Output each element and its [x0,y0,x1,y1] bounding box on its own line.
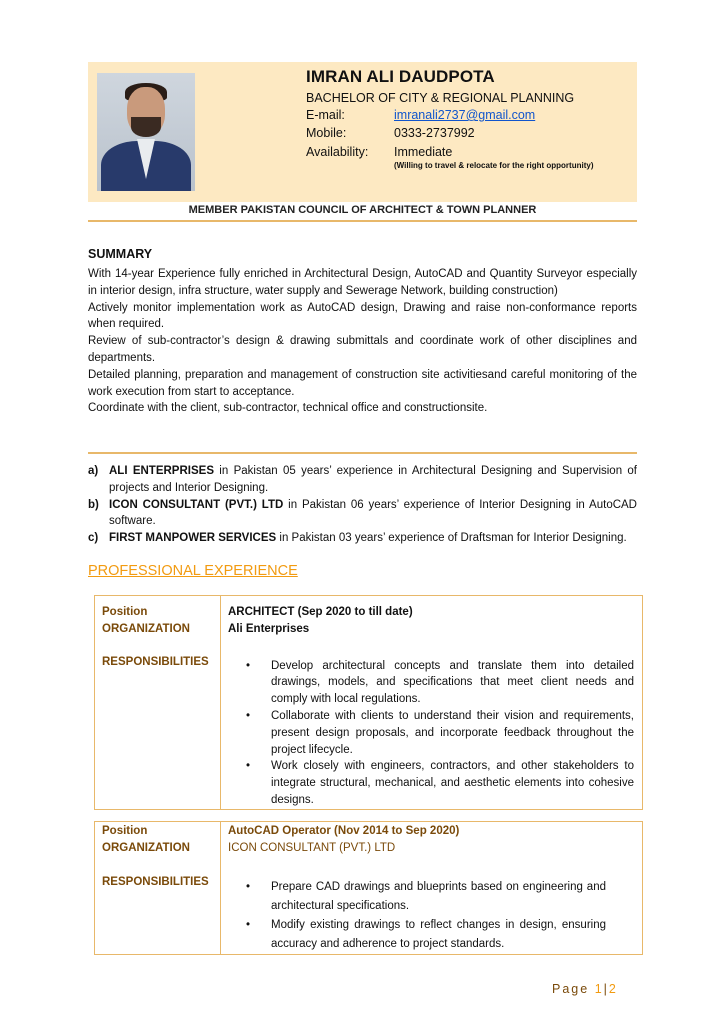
email-link[interactable]: imranali2737@gmail.com [394,108,536,122]
email-label: E-mail: [306,108,345,122]
bullet-icon: • [246,880,251,893]
position-label: Position [102,825,148,837]
bullet-icon: • [246,659,251,672]
summary-body [88,266,637,417]
role-table [94,595,643,810]
list-item [88,530,637,547]
list-item [88,497,637,531]
list-item: • Prepare CAD drawings and blueprints based on engineering and architectural specifications. [221,878,606,916]
list-item [88,463,637,497]
profile-photo [97,73,195,191]
experience-text: in Pakistan 05 years’ experience in Architectural Designing and Supervision of projects and Interior Designing. [109,465,637,494]
summary-paragraph: Review of sub-contractor’s design & drawing submittals and coordinate work of other disciplines and departments. [88,335,637,364]
mobile-value: 0333-2737992 [394,126,475,140]
role-table [94,821,643,955]
role-value-column [221,822,643,955]
responsibilities-list [221,658,642,809]
summary-paragraph: Detailed planning, preparation and management of construction site activitiesand careful monitoring of the work execution from start to acceptance. [88,368,637,398]
availability-label: Availability: [306,145,369,159]
summary-title: SUMMARY [88,247,153,261]
page-number: 1 [594,982,604,996]
list-marker: c) [88,532,99,545]
position-label: Position [102,606,148,618]
experience-summary-list [88,463,637,547]
list-item: • Collaborate with clients to understand their vision and requirements, present design proposals, and incorporate feedback throughout the project lifecycle. [246,709,634,756]
summary-paragraph: Actively monitor implementation work as AutoCAD design, Drawing and raise non-conformance reports when required. [88,301,637,331]
availability-note: (Willing to travel & relocate for the right opportunity) [394,161,594,170]
company-name: ALI ENTERPRISES [109,465,214,477]
position-value: AutoCAD Operator (Nov 2014 to Sep 2020) [228,825,460,837]
experience-text: in Pakistan 06 years’ experience of Interior Designing in AutoCAD software. [109,498,637,528]
divider [88,452,637,454]
professional-experience-title: PROFESSIONAL EXPERIENCE [88,563,298,579]
company-name: ICON CONSULTANT (PVT.) LTD [109,498,284,511]
position-value: ARCHITECT (Sep 2020 to till date) [228,606,413,618]
page-label: Page [552,982,590,996]
role-label-column [95,822,221,955]
responsibilities-list [221,878,642,954]
organization-value: Ali Enterprises [228,622,310,635]
organization-label: ORGANIZATION [102,622,190,635]
page-footer [552,982,618,996]
membership-line: MEMBER PAKISTAN COUNCIL OF ARCHITECT & TOWN PLANNER [188,204,537,216]
mobile-label: Mobile: [306,126,347,140]
divider [88,220,637,222]
bullet-icon: • [246,918,251,931]
degree: BACHELOR OF CITY & REGIONAL PLANNING [306,91,575,105]
bullet-icon: • [246,709,251,722]
company-name: FIRST MANPOWER SERVICES [109,532,277,545]
list-item: • Develop architectural concepts and translate them into detailed drawings, models, and specifications that meet client needs and comply with local regulations. [246,659,634,706]
organization-value: ICON CONSULTANT (PVT.) LTD [228,841,396,854]
role-value-column [221,596,643,810]
page-total: 2 [608,982,618,996]
availability-value: Immediate [394,145,453,159]
responsibilities-label: RESPONSIBILITIES [102,655,209,668]
organization-label: ORGANIZATION [102,841,190,854]
summary-paragraph: With 14-year Experience fully enriched in Architectural Design, AutoCAD and Quantity Surveyor especially in interior design, infra structure, water supply and Sewerage Network, building construction) [88,268,637,297]
experience-text: in Pakistan 03 years’ experience of Draftsman for Interior Designing. [276,532,627,545]
page-separator: | [603,982,609,996]
bullet-icon: • [246,760,251,773]
candidate-name: IMRAN ALI DAUDPOTA [306,67,495,86]
list-item: • Modify existing drawings to reflect changes in design, ensuring accuracy and adherence to project standards. [221,916,606,954]
responsibilities-label: RESPONSIBILITIES [102,875,209,888]
summary-paragraph: Coordinate with the client, sub-contractor, technical office and constructionsite. [88,402,488,415]
role-label-column [95,596,221,810]
list-marker: a) [88,465,99,477]
list-item: • Work closely with engineers, contractors, and other stakeholders to integrate structural, mechanical, and aesthetic elements into cohesive designs. [246,760,634,806]
list-marker: b) [88,498,99,511]
